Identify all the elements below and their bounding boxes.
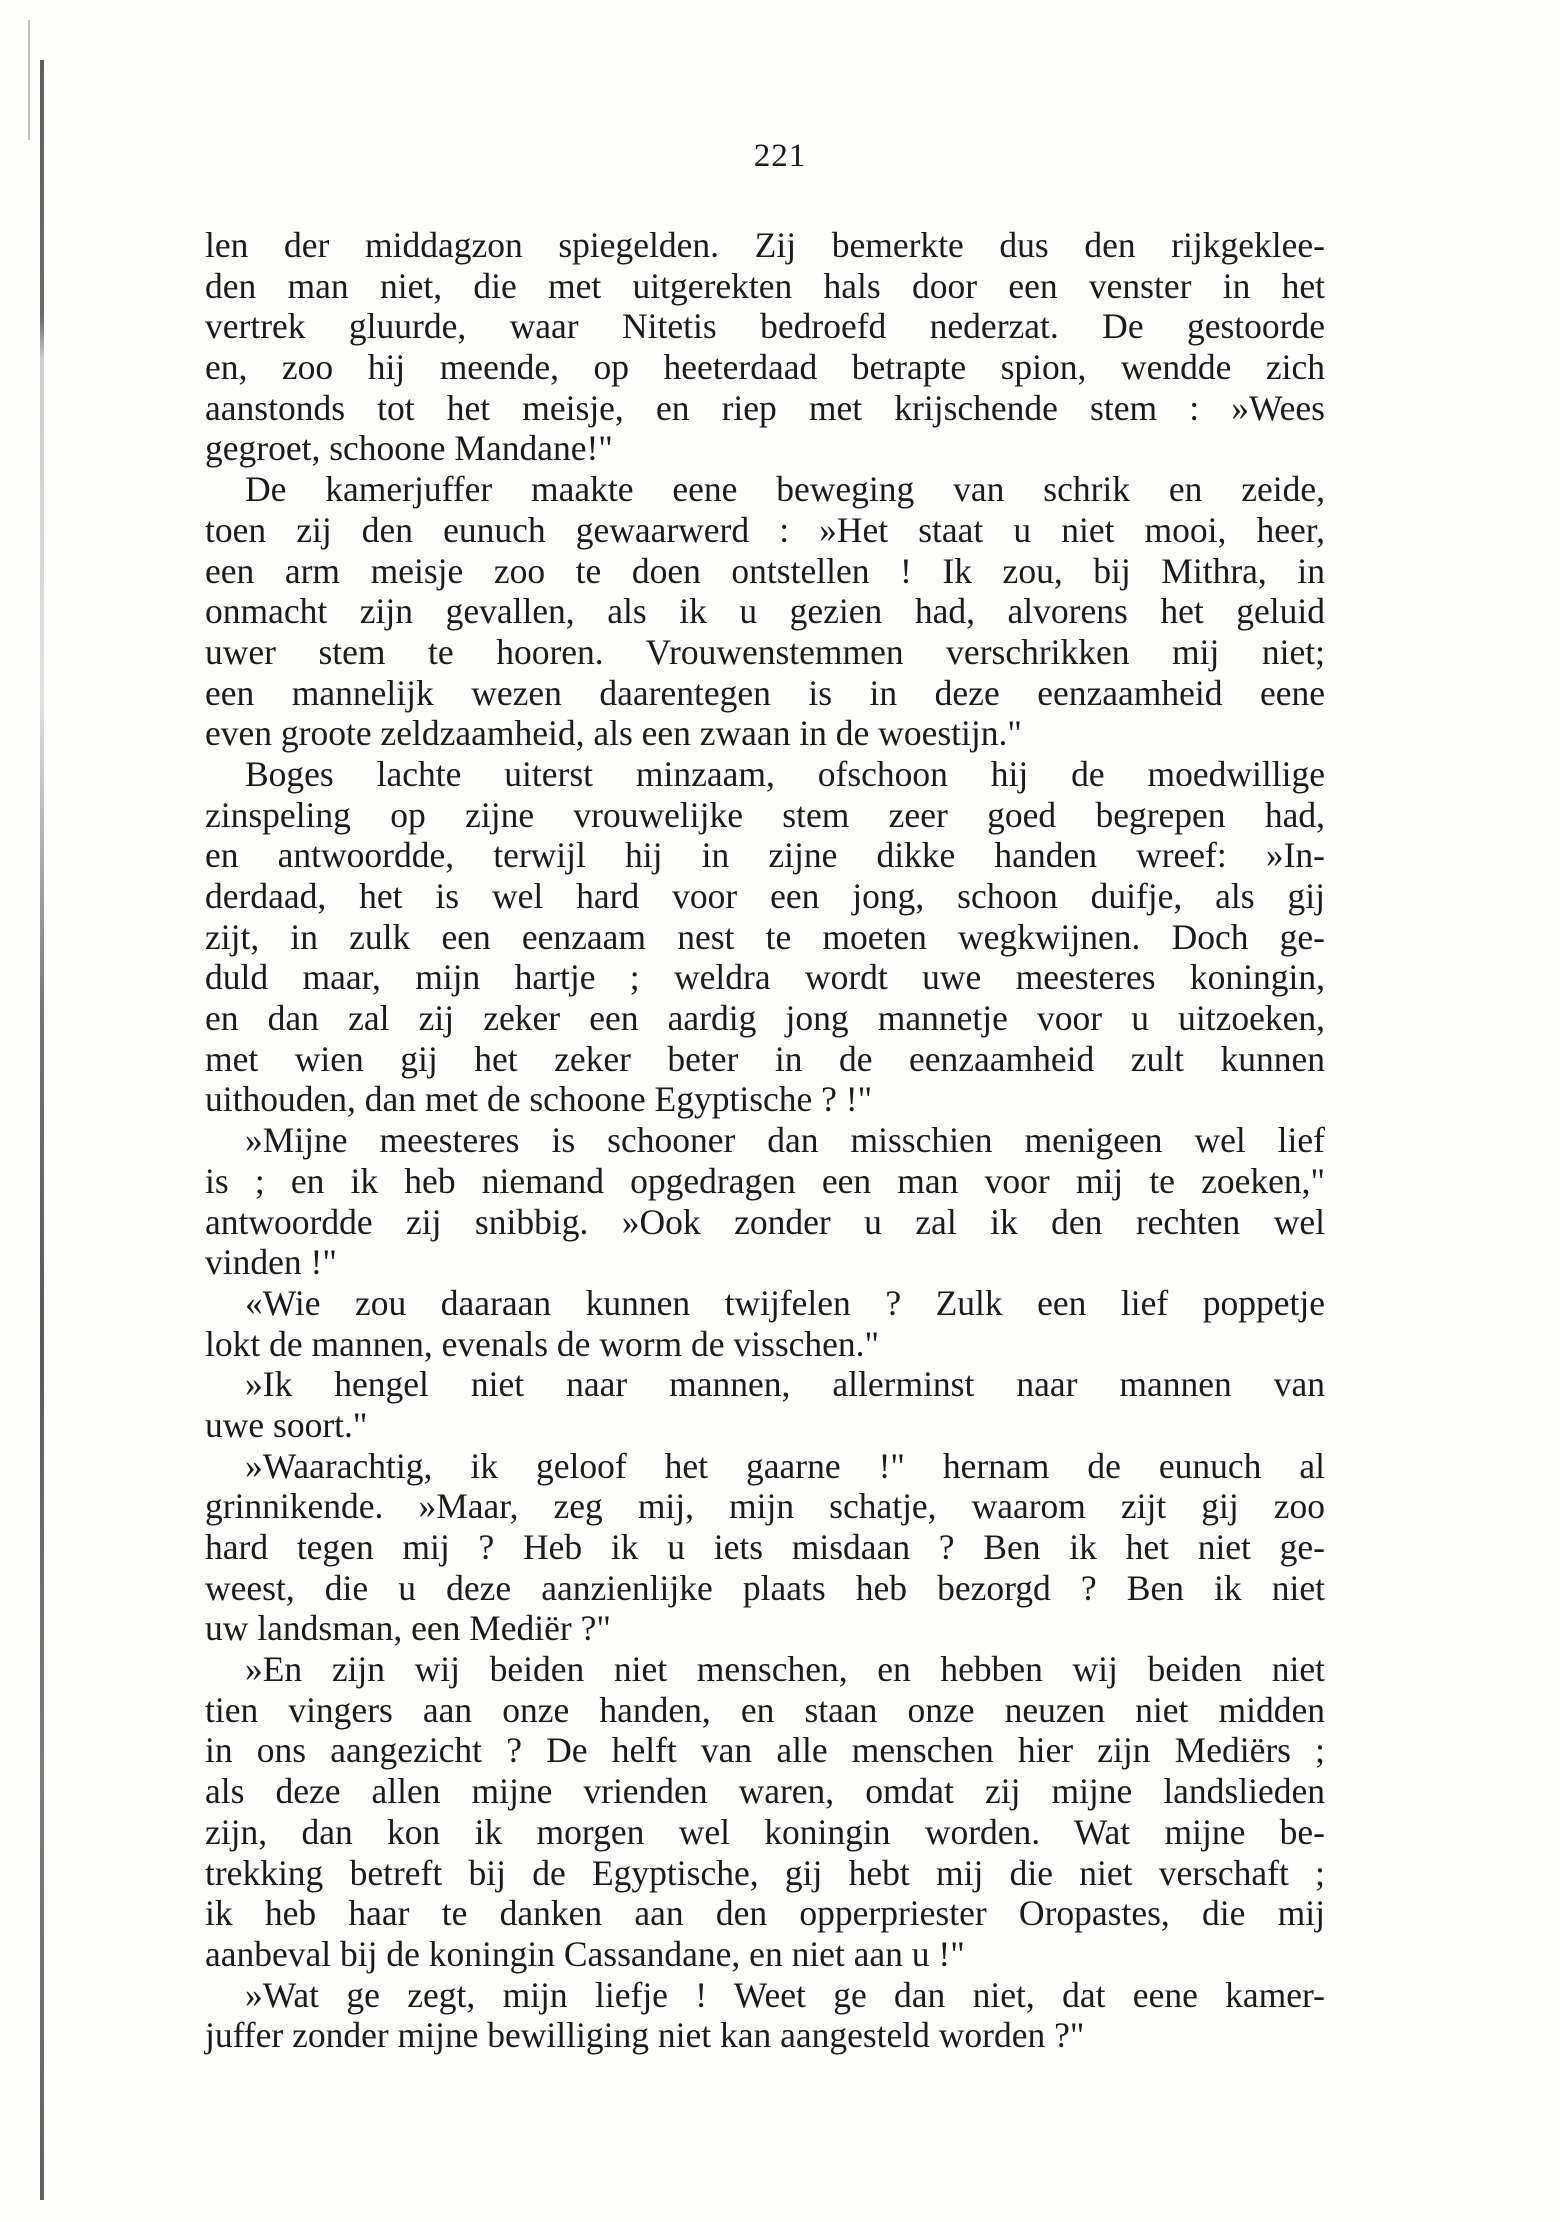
page-number: 221 <box>753 138 807 174</box>
text-line: grinnikende. »Maar, zeg mij, mijn schatje, waarom zijt gij zoo <box>205 1486 1325 1527</box>
body-text <box>205 225 1325 2056</box>
text-line: Boges lachte uiterst minzaam, ofschoon hij de moedwillige <box>245 753 1325 794</box>
text-line: als deze allen mijne vrienden waren, omdat zij mijne landslieden <box>205 1771 1325 1812</box>
text-line: juffer zonder mijne bewilliging niet kan aangesteld worden ?" <box>205 2015 1085 2056</box>
text-line: een mannelijk wezen daarentegen is in deze eenzaamheid eene <box>205 672 1325 713</box>
text-line: weest, die u deze aanzienlijke plaats heb bezorgd ? Ben ik niet <box>205 1567 1325 1608</box>
text-line: »En zijn wij beiden niet menschen, en hebben wij beiden niet <box>245 1649 1325 1690</box>
binding-edge-mark <box>28 20 30 140</box>
text-line: »Ik hengel niet naar mannen, allerminst naar mannen van <box>245 1364 1325 1405</box>
text-line: antwoordde zij snibbig. »Ook zonder u zal ik den rechten wel <box>205 1201 1325 1242</box>
text-line: en, zoo hij meende, op heeterdaad betrapte spion, wendde zich <box>205 347 1325 388</box>
text-line: is ; en ik heb niemand opgedragen een man voor mij te zoeken," <box>205 1160 1325 1201</box>
text-line: «Wie zou daaraan kunnen twijfelen ? Zulk een lief poppetje <box>245 1282 1325 1323</box>
text-line: duld maar, mijn hartje ; weldra wordt uwe meesteres koningin, <box>205 957 1325 998</box>
text-line: derdaad, het is wel hard voor een jong, schoon duifje, als gij <box>205 876 1325 916</box>
text-line: ik heb haar te danken aan den opperpriester Oropastes, die mij <box>205 1893 1325 1934</box>
text-line: toen zij den eunuch gewaarwerd : »Het staat u niet mooi, heer, <box>205 509 1325 550</box>
text-line: in ons aangezicht ? De helft van alle menschen hier zijn Mediërs ; <box>205 1730 1325 1771</box>
text-line: zijt, in zulk een eenzaam nest te moeten wegkwijnen. Doch ge- <box>205 916 1325 957</box>
text-line: gegroet, schoone Mandane!" <box>205 428 613 469</box>
text-line: »Waarachtig, ik geloof het gaarne !" hernam de eunuch al <box>245 1445 1325 1486</box>
text-line: len der middagzon spiegelden. Zij bemerkte dus den rijkgeklee- <box>205 225 1325 265</box>
text-line: en dan zal zij zeker een aardig jong mannetje voor u uitzoeken, <box>205 998 1325 1039</box>
text-line: trekking betreft bij de Egyptische, gij hebt mij die niet verschaft ; <box>205 1852 1325 1893</box>
text-line: uwer stem te hooren. Vrouwenstemmen verschrikken mij niet; <box>205 631 1325 672</box>
text-line: zijn, dan kon ik morgen wel koningin worden. Wat mijne be- <box>205 1811 1325 1852</box>
text-line: »Wat ge zegt, mijn liefje ! Weet ge dan niet, dat eene kamer- <box>245 1974 1325 2015</box>
text-line: een arm meisje zoo te doen ontstellen ! Ik zou, bij Mithra, in <box>205 550 1325 591</box>
text-line: en antwoordde, terwijl hij in zijne dikke handen wreef: »In- <box>205 835 1325 876</box>
binding-edge <box>40 60 44 2200</box>
text-line: vinden !" <box>205 1242 337 1283</box>
text-line: uithouden, dan met de schoone Egyptische ? !" <box>205 1079 873 1120</box>
text-line: even groote zeldzaamheid, als een zwaan in de woestijn." <box>205 713 1022 754</box>
text-line: aanbeval bij de koningin Cassandane, en niet aan u !" <box>205 1933 965 1974</box>
text-line: zinspeling op zijne vrouwelijke stem zeer goed begrepen had, <box>205 794 1325 835</box>
text-line: onmacht zijn gevallen, als ik u gezien had, alvorens het geluid <box>205 591 1325 632</box>
text-line: »Mijne meesteres is schooner dan misschien menigeen wel lief <box>245 1120 1325 1161</box>
text-line: hard tegen mij ? Heb ik u iets misdaan ? Ben ik het niet ge- <box>205 1527 1325 1567</box>
text-line: tien vingers aan onze handen, en staan onze neuzen niet midden <box>205 1689 1325 1730</box>
text-line: uw landsman, een Mediër ?" <box>205 1608 611 1649</box>
text-line: De kamerjuffer maakte eene beweging van schrik en zeide, <box>245 469 1325 510</box>
text-line: met wien gij het zeker beter in de eenzaamheid zult kunnen <box>205 1038 1325 1079</box>
text-line: vertrek gluurde, waar Nitetis bedroefd nederzat. De gestoorde <box>205 306 1325 347</box>
text-line: uwe soort." <box>205 1404 368 1445</box>
text-line: lokt de mannen, evenals de worm de visschen." <box>205 1323 880 1364</box>
text-line: den man niet, die met uitgerekten hals door een venster in het <box>205 265 1325 306</box>
text-line: aanstonds tot het meisje, en riep met krijschende stem : »Wees <box>205 387 1325 428</box>
